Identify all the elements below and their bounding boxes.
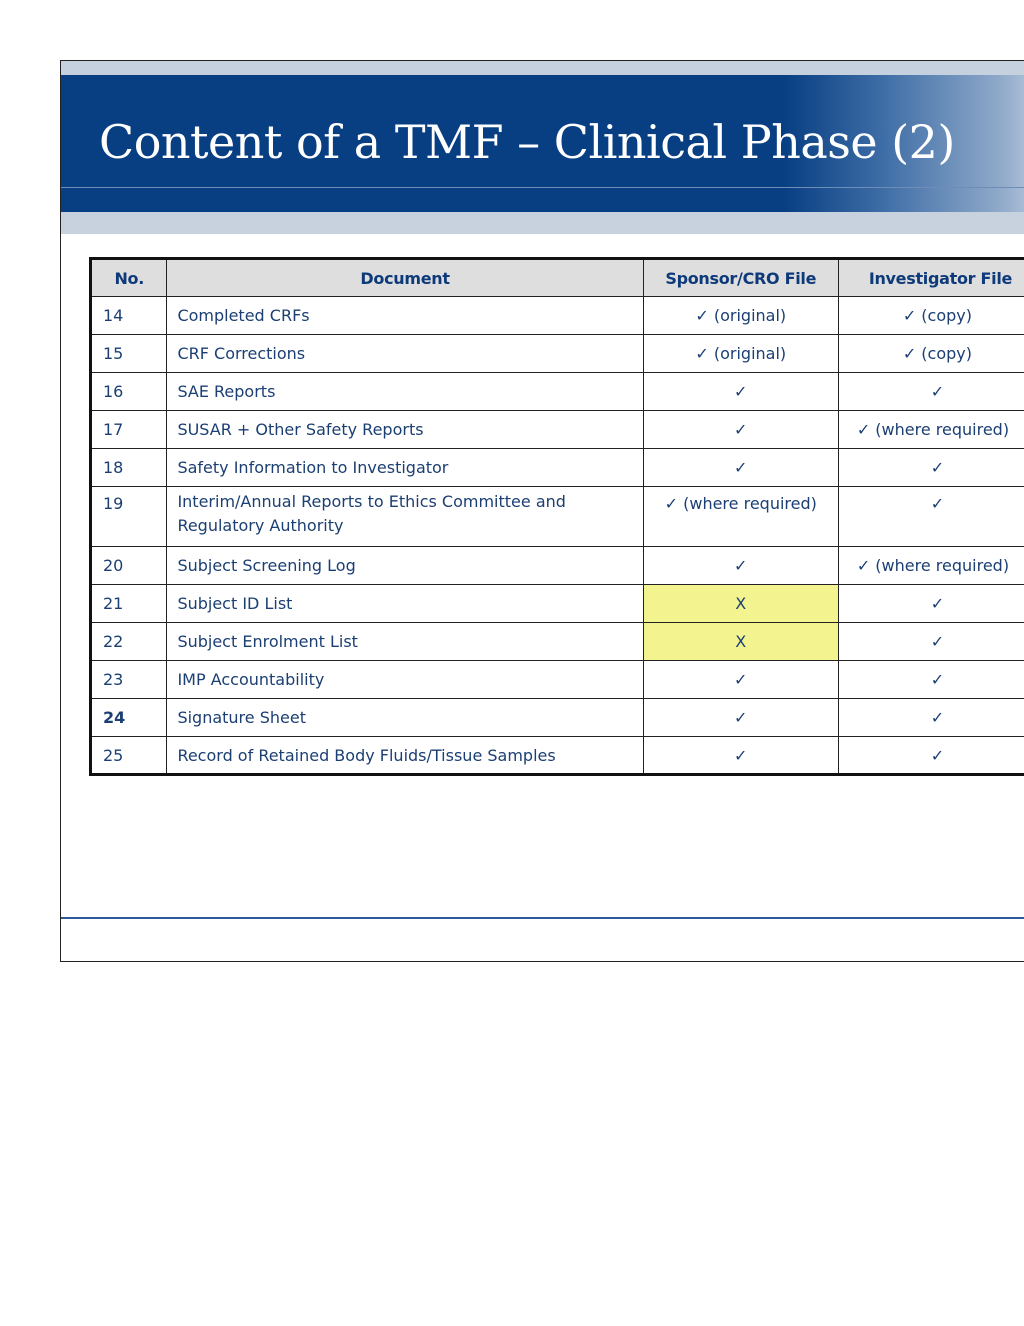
- header-document: Document: [167, 259, 643, 297]
- tmf-content-table: [89, 257, 1024, 776]
- row-document: CRF Corrections: [167, 335, 643, 373]
- row-sponsor: ✓: [643, 411, 838, 449]
- row-number: 16: [91, 373, 167, 411]
- row-investigator: ✓: [838, 623, 1024, 661]
- row-investigator: ✓: [838, 585, 1024, 623]
- table-row: [91, 737, 1024, 775]
- row-investigator: ✓ (copy): [838, 297, 1024, 335]
- row-document: Safety Information to Investigator: [167, 449, 643, 487]
- row-sponsor: ✓: [643, 699, 838, 737]
- header-investigator-file: Investigator File: [838, 259, 1024, 297]
- row-investigator: ✓: [838, 487, 1024, 547]
- title-divider: [61, 187, 1024, 188]
- row-document: Record of Retained Body Fluids/Tissue Samples: [167, 737, 643, 775]
- slide: [60, 60, 1024, 962]
- row-sponsor-highlighted: X: [643, 585, 838, 623]
- table-header-row: [91, 259, 1024, 297]
- row-document: SAE Reports: [167, 373, 643, 411]
- row-sponsor: ✓ (original): [643, 335, 838, 373]
- row-document: Subject Screening Log: [167, 547, 643, 585]
- row-sponsor: ✓ (original): [643, 297, 838, 335]
- table-row: [91, 585, 1024, 623]
- footer-divider: [61, 917, 1024, 919]
- row-investigator: ✓ (where required): [838, 547, 1024, 585]
- table-row: [91, 661, 1024, 699]
- table-row: [91, 623, 1024, 661]
- row-sponsor: ✓: [643, 547, 838, 585]
- row-document: Interim/Annual Reports to Ethics Committee and Regulatory Authority: [167, 487, 643, 547]
- row-investigator: ✓: [838, 449, 1024, 487]
- row-document: Signature Sheet: [167, 699, 643, 737]
- row-investigator: ✓ (copy): [838, 335, 1024, 373]
- table-row: [91, 487, 1024, 547]
- row-number: 14: [91, 297, 167, 335]
- row-sponsor: ✓: [643, 449, 838, 487]
- row-number: 23: [91, 661, 167, 699]
- row-number: 19: [91, 487, 167, 547]
- header-sponsor-file: Sponsor/CRO File: [643, 259, 838, 297]
- row-investigator: ✓: [838, 699, 1024, 737]
- sub-stripe: [61, 212, 1024, 234]
- row-investigator: ✓ (where required): [838, 411, 1024, 449]
- row-sponsor: ✓ (where required): [643, 487, 838, 547]
- row-investigator: ✓: [838, 661, 1024, 699]
- slide-title: Content of a TMF – Clinical Phase (2): [99, 115, 955, 169]
- table-row: [91, 297, 1024, 335]
- table-row: [91, 449, 1024, 487]
- row-document: SUSAR + Other Safety Reports: [167, 411, 643, 449]
- row-sponsor: ✓: [643, 661, 838, 699]
- row-document: Subject Enrolment List: [167, 623, 643, 661]
- row-sponsor: ✓: [643, 737, 838, 775]
- table-row: [91, 335, 1024, 373]
- row-number: 22: [91, 623, 167, 661]
- row-investigator: ✓: [838, 373, 1024, 411]
- row-number: 25: [91, 737, 167, 775]
- row-number: 15: [91, 335, 167, 373]
- table-row: [91, 411, 1024, 449]
- row-number-highlighted: 24: [91, 699, 167, 737]
- table-row: [91, 699, 1024, 737]
- row-number: 20: [91, 547, 167, 585]
- row-document: IMP Accountability: [167, 661, 643, 699]
- header-no: No.: [91, 259, 167, 297]
- title-band: [61, 75, 1024, 212]
- row-number: 18: [91, 449, 167, 487]
- row-number: 21: [91, 585, 167, 623]
- row-sponsor-highlighted: X: [643, 623, 838, 661]
- row-document: Subject ID List: [167, 585, 643, 623]
- row-sponsor: ✓: [643, 373, 838, 411]
- table-row: [91, 373, 1024, 411]
- table-row: [91, 547, 1024, 585]
- row-investigator: ✓: [838, 737, 1024, 775]
- row-number: 17: [91, 411, 167, 449]
- row-document: Completed CRFs: [167, 297, 643, 335]
- top-stripe: [61, 61, 1024, 75]
